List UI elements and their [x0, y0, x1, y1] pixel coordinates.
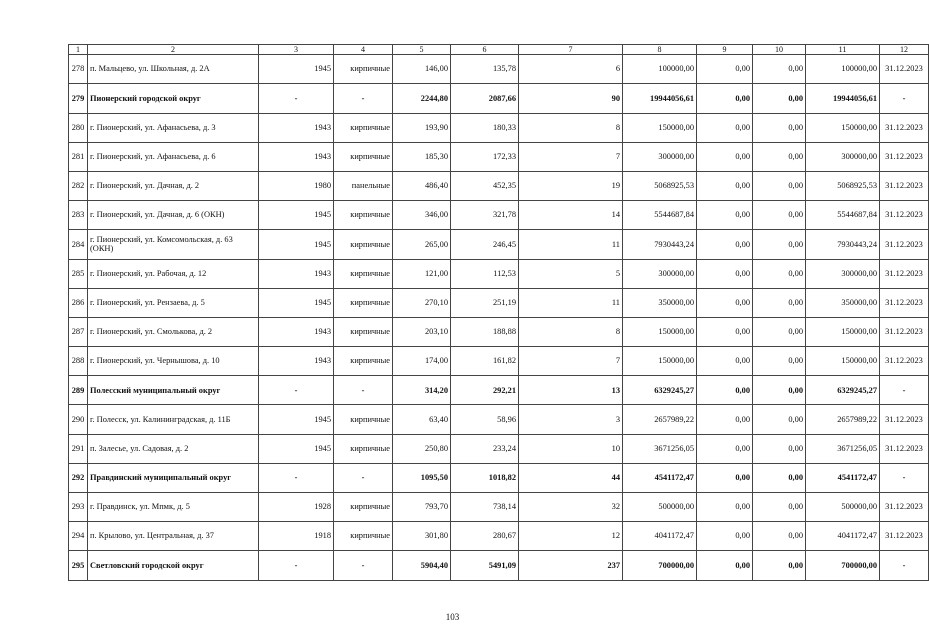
cell-col-4: кирпичные	[334, 405, 393, 434]
cell-col-1: 281	[69, 142, 88, 171]
cell-col-5: 346,00	[393, 201, 451, 230]
column-number-row	[69, 45, 929, 55]
cell-col-7: 5	[519, 259, 623, 288]
cell-col-7: 90	[519, 84, 623, 113]
cell-col-4: кирпичные	[334, 434, 393, 463]
cell-col-6: 280,67	[451, 522, 519, 551]
column-number-11: 11	[806, 45, 880, 55]
cell-col-3: -	[259, 376, 334, 405]
cell-col-8: 2657989,22	[623, 405, 697, 434]
cell-col-4: кирпичные	[334, 55, 393, 84]
cell-col-11: 300000,00	[806, 142, 880, 171]
cell-col-4: кирпичные	[334, 259, 393, 288]
cell-col-5: 250,80	[393, 434, 451, 463]
cell-col-1: 290	[69, 405, 88, 434]
cell-col-7: 19	[519, 171, 623, 200]
cell-col-12: 31.12.2023	[880, 434, 929, 463]
cell-col-4: панельные	[334, 171, 393, 200]
cell-col-9: 0,00	[697, 463, 753, 492]
cell-col-10: 0,00	[753, 463, 806, 492]
cell-col-12: 31.12.2023	[880, 405, 929, 434]
cell-col-11: 4041172,47	[806, 522, 880, 551]
cell-col-3: 1945	[259, 201, 334, 230]
cell-col-2: г. Пионерский, ул. Рабочая, д. 12	[88, 259, 259, 288]
cell-col-4: -	[334, 463, 393, 492]
cell-col-12: 31.12.2023	[880, 347, 929, 376]
cell-col-9: 0,00	[697, 493, 753, 522]
cell-col-9: 0,00	[697, 317, 753, 346]
cell-col-11: 3671256,05	[806, 434, 880, 463]
cell-col-8: 350000,00	[623, 288, 697, 317]
cell-col-3: -	[259, 463, 334, 492]
cell-col-9: 0,00	[697, 405, 753, 434]
column-number-6: 6	[451, 45, 519, 55]
cell-col-2: г. Пионерский, ул. Смолькова, д. 2	[88, 317, 259, 346]
cell-col-3: 1943	[259, 113, 334, 142]
cell-col-3: 1945	[259, 405, 334, 434]
cell-col-10: 0,00	[753, 259, 806, 288]
cell-col-6: 135,78	[451, 55, 519, 84]
cell-col-10: 0,00	[753, 347, 806, 376]
table-row	[69, 113, 929, 142]
cell-col-1: 283	[69, 201, 88, 230]
cell-col-1: 287	[69, 317, 88, 346]
cell-col-11: 5544687,84	[806, 201, 880, 230]
cell-col-5: 185,30	[393, 142, 451, 171]
cell-col-5: 193,90	[393, 113, 451, 142]
cell-col-11: 7930443,24	[806, 230, 880, 259]
cell-col-7: 237	[519, 551, 623, 580]
cell-col-3: 1980	[259, 171, 334, 200]
cell-col-8: 150000,00	[623, 113, 697, 142]
cell-col-8: 5068925,53	[623, 171, 697, 200]
cell-col-7: 12	[519, 522, 623, 551]
cell-col-12: 31.12.2023	[880, 171, 929, 200]
cell-col-2: г. Пионерский, ул. Дачная, д. 6 (ОКН)	[88, 201, 259, 230]
cell-col-11: 100000,00	[806, 55, 880, 84]
cell-col-11: 150000,00	[806, 317, 880, 346]
cell-col-7: 32	[519, 493, 623, 522]
cell-col-8: 6329245,27	[623, 376, 697, 405]
cell-col-8: 3671256,05	[623, 434, 697, 463]
cell-col-6: 251,19	[451, 288, 519, 317]
cell-col-1: 295	[69, 551, 88, 580]
cell-col-9: 0,00	[697, 522, 753, 551]
cell-col-5: 63,40	[393, 405, 451, 434]
cell-col-10: 0,00	[753, 288, 806, 317]
table-row	[69, 434, 929, 463]
cell-col-5: 1095,50	[393, 463, 451, 492]
cell-col-5: 265,00	[393, 230, 451, 259]
table-row	[69, 405, 929, 434]
table-row	[69, 317, 929, 346]
column-number-8: 8	[623, 45, 697, 55]
cell-col-6: 738,14	[451, 493, 519, 522]
cell-col-4: кирпичные	[334, 493, 393, 522]
cell-col-6: 1018,82	[451, 463, 519, 492]
table-row	[69, 171, 929, 200]
cell-col-12: 31.12.2023	[880, 55, 929, 84]
column-number-5: 5	[393, 45, 451, 55]
cell-col-10: 0,00	[753, 317, 806, 346]
cell-col-6: 180,33	[451, 113, 519, 142]
column-number-10: 10	[753, 45, 806, 55]
cell-col-1: 293	[69, 493, 88, 522]
cell-col-6: 321,78	[451, 201, 519, 230]
cell-col-10: 0,00	[753, 55, 806, 84]
cell-col-1: 278	[69, 55, 88, 84]
cell-col-1: 294	[69, 522, 88, 551]
cell-col-3: 1945	[259, 434, 334, 463]
cell-col-5: 121,00	[393, 259, 451, 288]
cell-col-12: -	[880, 84, 929, 113]
cell-col-1: 288	[69, 347, 88, 376]
cell-col-6: 172,33	[451, 142, 519, 171]
cell-col-11: 19944056,61	[806, 84, 880, 113]
cell-col-2: г. Пионерский, ул. Дачная, д. 2	[88, 171, 259, 200]
cell-col-4: кирпичные	[334, 317, 393, 346]
cell-col-8: 300000,00	[623, 259, 697, 288]
column-number-4: 4	[334, 45, 393, 55]
cell-col-11: 350000,00	[806, 288, 880, 317]
cell-col-9: 0,00	[697, 347, 753, 376]
cell-col-10: 0,00	[753, 201, 806, 230]
cell-col-1: 289	[69, 376, 88, 405]
cell-col-12: -	[880, 463, 929, 492]
cell-col-6: 5491,09	[451, 551, 519, 580]
cell-col-3: 1928	[259, 493, 334, 522]
cell-col-10: 0,00	[753, 142, 806, 171]
cell-col-2: г. Полесск, ул. Калининградская, д. 11Б	[88, 405, 259, 434]
cell-col-12: -	[880, 551, 929, 580]
cell-col-1: 286	[69, 288, 88, 317]
cell-col-7: 7	[519, 347, 623, 376]
cell-col-11: 150000,00	[806, 347, 880, 376]
cell-col-3: 1945	[259, 230, 334, 259]
cell-col-9: 0,00	[697, 376, 753, 405]
cell-col-2: п. Залесье, ул. Садовая, д. 2	[88, 434, 259, 463]
cell-col-6: 58,96	[451, 405, 519, 434]
cell-col-12: 31.12.2023	[880, 230, 929, 259]
cell-col-5: 2244,80	[393, 84, 451, 113]
cell-col-1: 291	[69, 434, 88, 463]
cell-col-9: 0,00	[697, 142, 753, 171]
cell-col-11: 300000,00	[806, 259, 880, 288]
cell-col-7: 13	[519, 376, 623, 405]
cell-col-12: 31.12.2023	[880, 201, 929, 230]
cell-col-2: г. Пионерский, ул. Рензаева, д. 5	[88, 288, 259, 317]
cell-col-11: 150000,00	[806, 113, 880, 142]
cell-col-2: г. Пионерский, ул. Афанасьева, д. 3	[88, 113, 259, 142]
cell-col-6: 2087,66	[451, 84, 519, 113]
cell-col-8: 300000,00	[623, 142, 697, 171]
column-number-7: 7	[519, 45, 623, 55]
cell-col-6: 112,53	[451, 259, 519, 288]
cell-col-12: 31.12.2023	[880, 259, 929, 288]
cell-col-3: 1943	[259, 347, 334, 376]
table-row	[69, 522, 929, 551]
cell-col-2: Пионерский городской округ	[88, 84, 259, 113]
cell-col-8: 5544687,84	[623, 201, 697, 230]
cell-col-3: 1943	[259, 317, 334, 346]
cell-col-12: -	[880, 376, 929, 405]
summary-row	[69, 463, 929, 492]
cell-col-4: кирпичные	[334, 522, 393, 551]
table-body	[69, 45, 929, 581]
cell-col-1: 279	[69, 84, 88, 113]
cell-col-11: 6329245,27	[806, 376, 880, 405]
page-number: 103	[445, 612, 460, 622]
cell-col-9: 0,00	[697, 259, 753, 288]
column-number-1: 1	[69, 45, 88, 55]
cell-col-3: 1918	[259, 522, 334, 551]
cell-col-5: 146,00	[393, 55, 451, 84]
cell-col-7: 11	[519, 230, 623, 259]
cell-col-12: 31.12.2023	[880, 288, 929, 317]
cell-col-10: 0,00	[753, 522, 806, 551]
cell-col-6: 233,24	[451, 434, 519, 463]
cell-col-10: 0,00	[753, 171, 806, 200]
cell-col-2: Правдинский муниципальный округ	[88, 463, 259, 492]
cell-col-11: 5068925,53	[806, 171, 880, 200]
cell-col-5: 486,40	[393, 171, 451, 200]
cell-col-2: Полесский муниципальный округ	[88, 376, 259, 405]
cell-col-3: 1943	[259, 142, 334, 171]
cell-col-1: 284	[69, 230, 88, 259]
table-row	[69, 347, 929, 376]
cell-col-7: 44	[519, 463, 623, 492]
cell-col-9: 0,00	[697, 171, 753, 200]
cell-col-3: 1943	[259, 259, 334, 288]
table-row	[69, 259, 929, 288]
summary-row	[69, 376, 929, 405]
cell-col-9: 0,00	[697, 113, 753, 142]
cell-col-7: 3	[519, 405, 623, 434]
cell-col-9: 0,00	[697, 551, 753, 580]
cell-col-2: г. Пионерский, ул. Афанасьева, д. 6	[88, 142, 259, 171]
cell-col-4: кирпичные	[334, 113, 393, 142]
cell-col-6: 246,45	[451, 230, 519, 259]
cell-col-8: 150000,00	[623, 317, 697, 346]
cell-col-12: 31.12.2023	[880, 522, 929, 551]
cell-col-6: 161,82	[451, 347, 519, 376]
cell-col-5: 203,10	[393, 317, 451, 346]
cell-col-9: 0,00	[697, 84, 753, 113]
cell-col-12: 31.12.2023	[880, 142, 929, 171]
cell-col-12: 31.12.2023	[880, 317, 929, 346]
cell-col-9: 0,00	[697, 201, 753, 230]
cell-col-1: 280	[69, 113, 88, 142]
cell-col-1: 285	[69, 259, 88, 288]
cell-col-7: 11	[519, 288, 623, 317]
cell-col-11: 500000,00	[806, 493, 880, 522]
cell-col-3: -	[259, 551, 334, 580]
cell-col-12: 31.12.2023	[880, 113, 929, 142]
cell-col-10: 0,00	[753, 230, 806, 259]
cell-col-6: 188,88	[451, 317, 519, 346]
cell-col-1: 282	[69, 171, 88, 200]
cell-col-4: -	[334, 551, 393, 580]
cell-col-10: 0,00	[753, 405, 806, 434]
cell-col-5: 174,00	[393, 347, 451, 376]
cell-col-2: г. Правдинск, ул. Мпмк, д. 5	[88, 493, 259, 522]
cell-col-4: -	[334, 376, 393, 405]
cell-col-10: 0,00	[753, 434, 806, 463]
table-row	[69, 288, 929, 317]
cell-col-2: Светловский городской округ	[88, 551, 259, 580]
cell-col-4: кирпичные	[334, 288, 393, 317]
table-row	[69, 55, 929, 84]
cell-col-9: 0,00	[697, 230, 753, 259]
cell-col-2: п. Крылово, ул. Центральная, д. 37	[88, 522, 259, 551]
cell-col-5: 793,70	[393, 493, 451, 522]
cell-col-7: 6	[519, 55, 623, 84]
cell-col-6: 292,21	[451, 376, 519, 405]
cell-col-5: 270,10	[393, 288, 451, 317]
column-number-12: 12	[880, 45, 929, 55]
cell-col-3: 1945	[259, 288, 334, 317]
cell-col-2: г. Пионерский, ул. Чернышова, д. 10	[88, 347, 259, 376]
table-row	[69, 201, 929, 230]
column-number-2: 2	[88, 45, 259, 55]
cell-col-7: 10	[519, 434, 623, 463]
cell-col-5: 314,20	[393, 376, 451, 405]
cell-col-10: 0,00	[753, 493, 806, 522]
cell-col-12: 31.12.2023	[880, 493, 929, 522]
registry-table	[68, 44, 929, 581]
summary-row	[69, 84, 929, 113]
cell-col-11: 2657989,22	[806, 405, 880, 434]
cell-col-8: 150000,00	[623, 347, 697, 376]
table-row	[69, 142, 929, 171]
cell-col-2: г. Пионерский, ул. Комсомольская, д. 63 (ОКН)	[88, 230, 259, 259]
cell-col-4: кирпичные	[334, 347, 393, 376]
cell-col-8: 4041172,47	[623, 522, 697, 551]
summary-row	[69, 551, 929, 580]
cell-col-4: кирпичные	[334, 230, 393, 259]
cell-col-11: 700000,00	[806, 551, 880, 580]
cell-col-8: 19944056,61	[623, 84, 697, 113]
cell-col-10: 0,00	[753, 376, 806, 405]
cell-col-10: 0,00	[753, 84, 806, 113]
column-number-9: 9	[697, 45, 753, 55]
cell-col-8: 700000,00	[623, 551, 697, 580]
cell-col-10: 0,00	[753, 551, 806, 580]
cell-col-4: кирпичные	[334, 201, 393, 230]
cell-col-11: 4541172,47	[806, 463, 880, 492]
cell-col-4: кирпичные	[334, 142, 393, 171]
cell-col-7: 8	[519, 113, 623, 142]
cell-col-4: -	[334, 84, 393, 113]
cell-col-9: 0,00	[697, 55, 753, 84]
cell-col-5: 5904,40	[393, 551, 451, 580]
cell-col-3: 1945	[259, 55, 334, 84]
cell-col-7: 8	[519, 317, 623, 346]
table-row	[69, 230, 929, 259]
cell-col-10: 0,00	[753, 113, 806, 142]
cell-col-7: 14	[519, 201, 623, 230]
cell-col-7: 7	[519, 142, 623, 171]
cell-col-3: -	[259, 84, 334, 113]
cell-col-8: 100000,00	[623, 55, 697, 84]
cell-col-1: 292	[69, 463, 88, 492]
cell-col-5: 301,80	[393, 522, 451, 551]
cell-col-8: 7930443,24	[623, 230, 697, 259]
cell-col-2: п. Мальцево, ул. Школьная, д. 2А	[88, 55, 259, 84]
cell-col-6: 452,35	[451, 171, 519, 200]
cell-col-9: 0,00	[697, 288, 753, 317]
cell-col-8: 4541172,47	[623, 463, 697, 492]
cell-col-8: 500000,00	[623, 493, 697, 522]
column-number-3: 3	[259, 45, 334, 55]
table-row	[69, 493, 929, 522]
cell-col-9: 0,00	[697, 434, 753, 463]
